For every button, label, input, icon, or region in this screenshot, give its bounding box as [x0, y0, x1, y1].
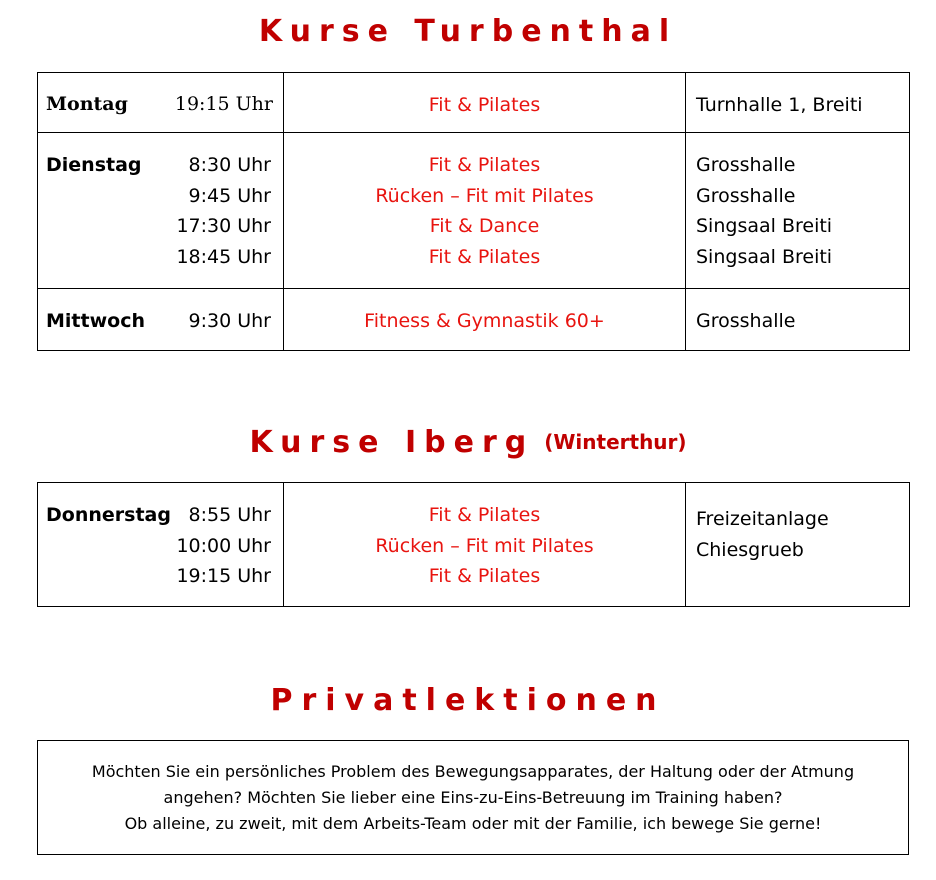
schedule-row-montag: [38, 73, 910, 133]
privat-text-box: [37, 740, 909, 855]
time-entry: 8:55 Uhr: [188, 504, 271, 526]
place-name: Grosshalle: [696, 310, 796, 332]
day-name: Dienstag: [46, 154, 142, 176]
course-cell: [284, 289, 686, 351]
course-name: Fit & Pilates: [428, 245, 541, 268]
turbenthal-schedule-table: [37, 72, 910, 351]
time-entry: 19:15 Uhr: [176, 565, 271, 587]
time-list: [175, 89, 273, 120]
time-list: [176, 500, 271, 592]
day-name: Donnerstag: [46, 504, 171, 526]
day-cell: [38, 133, 284, 289]
day-cell: [38, 289, 284, 351]
course-cell: [284, 483, 686, 607]
schedule-row-donnerstag: [38, 483, 910, 607]
time-entry: 19:15 Uhr: [174, 93, 273, 115]
iberg-schedule-table: [37, 482, 910, 607]
course-name: Fit & Pilates: [428, 94, 541, 116]
course-cell: [284, 73, 686, 133]
place-name: Freizeitanlage: [696, 508, 829, 530]
course-name: Fit & Dance: [429, 215, 540, 237]
place-name: Chiesgrueb: [696, 538, 804, 561]
privat-text-line: Ob alleine, zu zweit, mit dem Arbeits-Team oder mit der Familie, ich bewege Sie gerne!: [124, 814, 822, 833]
day-cell: [38, 483, 284, 607]
schedule-row-mittwoch: [38, 289, 910, 351]
course-name: Fit & Pilates: [428, 504, 541, 526]
place-cell: [686, 483, 910, 607]
day-name: Mittwoch: [46, 310, 145, 332]
course-name: Fitness & Gymnastik 60+: [364, 310, 605, 332]
place-name: Turnhalle 1, Breiti: [696, 94, 863, 116]
place-cell: [686, 133, 910, 289]
privat-text-line: angehen? Möchten Sie lieber eine Eins-zu-Eins-Betreuung im Training haben?: [163, 788, 783, 807]
iberg-title: Kurse Iberg: [249, 425, 535, 460]
day-cell: [38, 73, 284, 133]
place-name: Singsaal Breiti: [696, 215, 833, 237]
schedule-row-dienstag: [38, 133, 910, 289]
course-name: Rücken – Fit mit Pilates: [375, 184, 594, 207]
time-list: [176, 150, 271, 272]
time-entry: 10:00 Uhr: [176, 534, 271, 557]
time-entry: 9:30 Uhr: [188, 310, 271, 332]
privat-heading: Privatlektionen: [270, 683, 666, 718]
place-name: Grosshalle: [696, 154, 796, 176]
iberg-heading: [0, 425, 936, 460]
iberg-subtitle: (Winterthur): [544, 430, 687, 454]
turbenthal-heading: Kurse Turbenthal: [258, 14, 678, 49]
time-entry: 17:30 Uhr: [176, 215, 271, 237]
time-entry: 9:45 Uhr: [188, 184, 271, 207]
place-cell: [686, 73, 910, 133]
place-cell: [686, 289, 910, 351]
time-entry: 18:45 Uhr: [176, 245, 271, 268]
course-cell: [284, 133, 686, 289]
course-name: Fit & Pilates: [428, 565, 541, 587]
course-name: Fit & Pilates: [428, 154, 541, 176]
course-name: Rücken – Fit mit Pilates: [375, 534, 594, 557]
time-entry: 8:30 Uhr: [188, 154, 271, 176]
privat-text-line: Möchten Sie ein persönliches Problem des Bewegungsapparates, der Haltung oder der Atmung: [91, 762, 855, 781]
place-name: Grosshalle: [696, 184, 796, 207]
day-name: Montag: [46, 93, 128, 115]
time-list: [189, 306, 271, 337]
place-name: Singsaal Breiti: [696, 245, 833, 268]
